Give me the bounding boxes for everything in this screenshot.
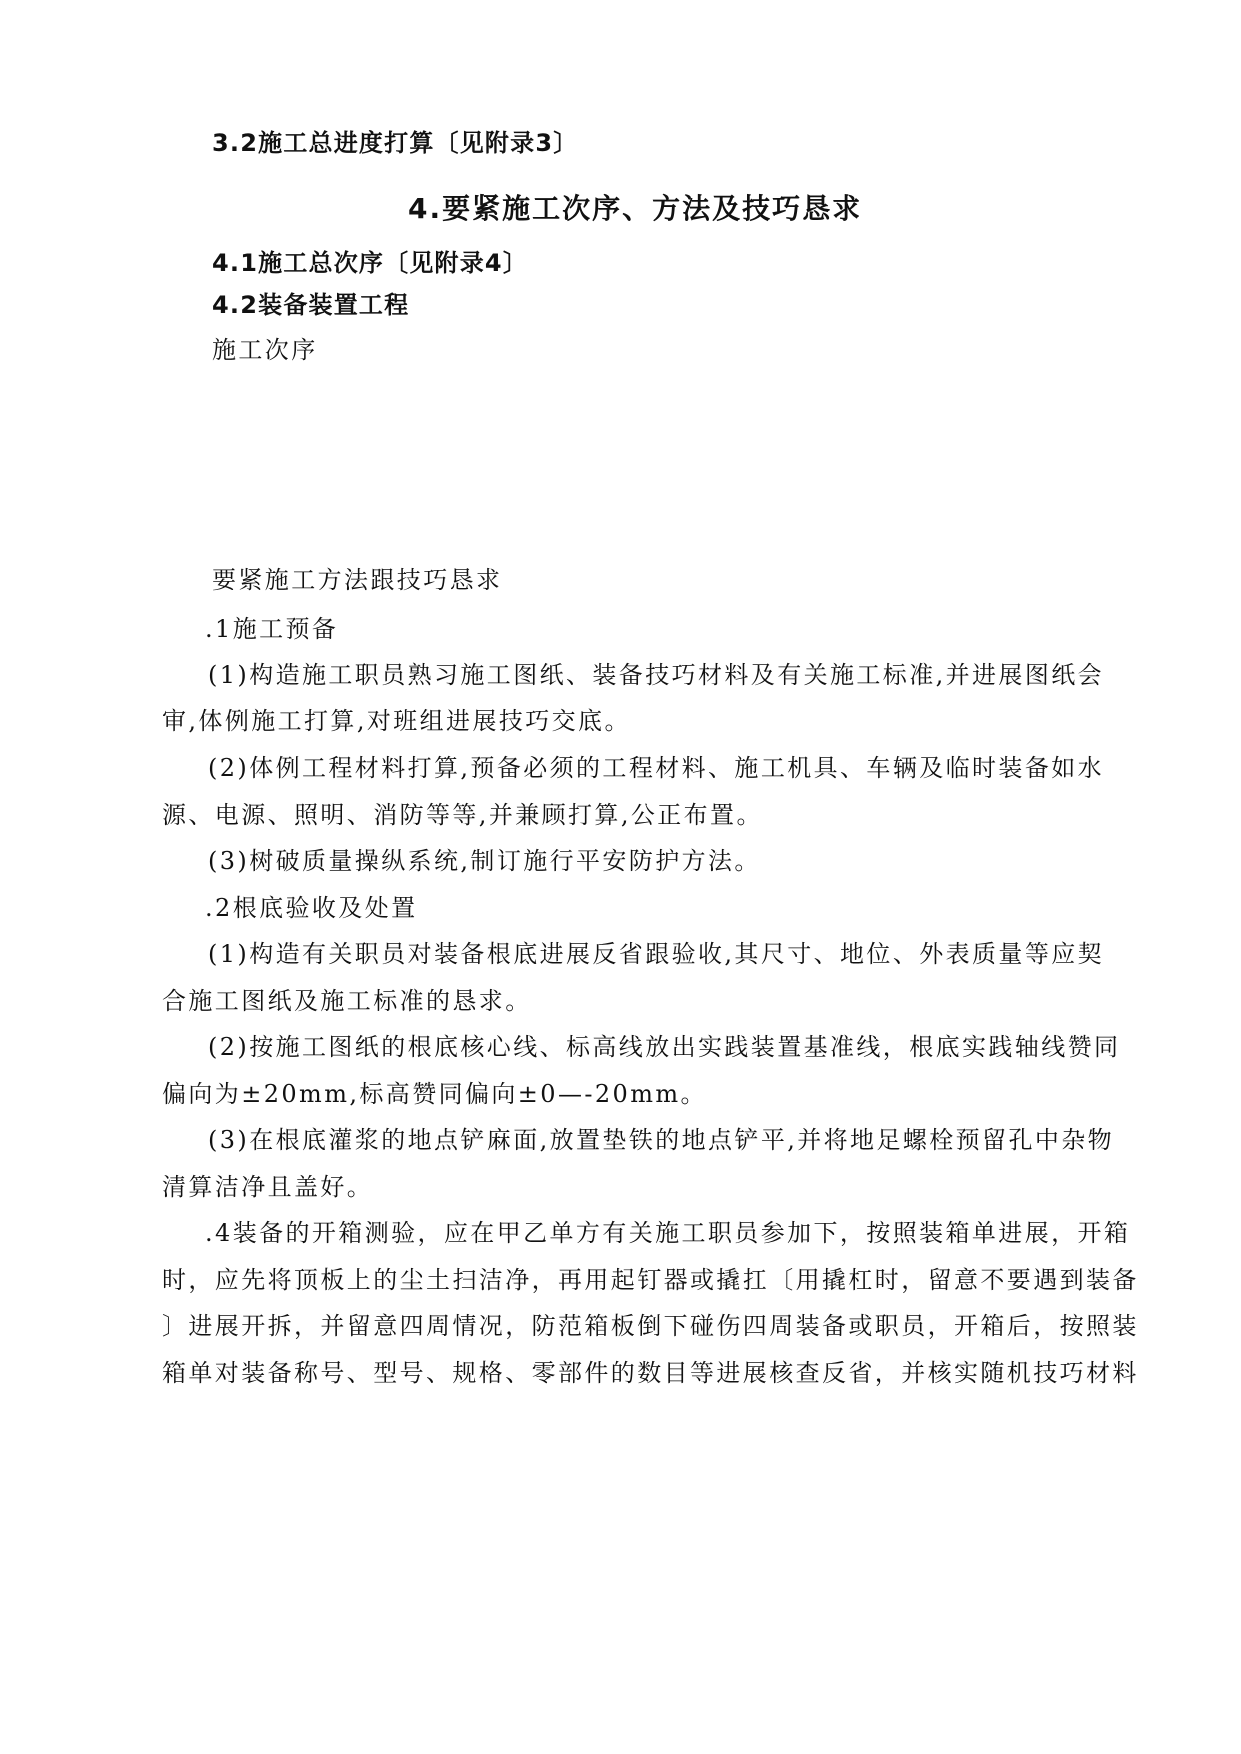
- section-heading-3-2: 3.2施工总进度打算〔见附录3〕: [212, 129, 579, 157]
- paragraph-line: .4装备的开箱测验，应在甲乙单方有关施工职员参加下，按照装箱单进展，开箱: [205, 1219, 1131, 1247]
- section-title-4: 4.要紧施工次序、方法及技巧恳求: [408, 192, 863, 225]
- paragraph-line: (2)体例工程材料打算,预备必须的工程材料、施工机具、车辆及临时装备如水: [208, 754, 1105, 782]
- paragraph-line: (2)按施工图纸的根底核心线、标高线放出实践装置基准线，根底实践轴线赞同: [208, 1033, 1121, 1061]
- paragraph-line: 清算洁净且盖好。: [162, 1173, 374, 1201]
- subsection-2-foundation: .2根底验收及处置: [205, 894, 418, 922]
- label-main-methods: 要紧施工方法跟技巧恳求: [212, 566, 503, 594]
- paragraph-line: 源、电源、照明、消防等等,并兼顾打算,公正布置。: [162, 801, 763, 829]
- paragraph-line: 合施工图纸及施工标准的恳求。: [162, 987, 532, 1015]
- paragraph-line: 偏向为±20mm,标高赞同偏向±0—-20mm。: [162, 1080, 707, 1108]
- paragraph-line: (1)构造有关职员对装备根底进展反省跟验收,其尺寸、地位、外表质量等应契: [208, 940, 1105, 968]
- label-construction-sequence: 施工次序: [212, 336, 318, 364]
- paragraph-line: 审,体例施工打算,对班组进展技巧交底。: [162, 707, 631, 735]
- section-heading-4-2: 4.2装备装置工程: [212, 291, 410, 319]
- subsection-1-preparation: .1施工预备: [205, 615, 339, 643]
- paragraph-line: 箱单对装备称号、型号、规格、零部件的数目等进展核查反省，并核实随机技巧材料: [162, 1359, 1139, 1387]
- paragraph-line: (3)在根底灌浆的地点铲麻面,放置垫铁的地点铲平,并将地足螺栓预留孔中杂物: [208, 1126, 1115, 1154]
- section-heading-4-1: 4.1施工总次序〔见附录4〕: [212, 249, 529, 277]
- paragraph-line: 时，应先将顶板上的尘土扫洁净，再用起钉器或撬扛〔用撬杠时，留意不要遇到装备: [162, 1266, 1139, 1294]
- paragraph-line: (3)树破质量操纵系统,制订施行平安防护方法。: [208, 847, 761, 875]
- paragraph-line: 〕进展开拆，并留意四周情况，防范箱板倒下碰伤四周装备或职员，开箱后，按照装: [162, 1312, 1139, 1340]
- paragraph-line: (1)构造施工职员熟习施工图纸、装备技巧材料及有关施工标准,并进展图纸会: [208, 661, 1105, 689]
